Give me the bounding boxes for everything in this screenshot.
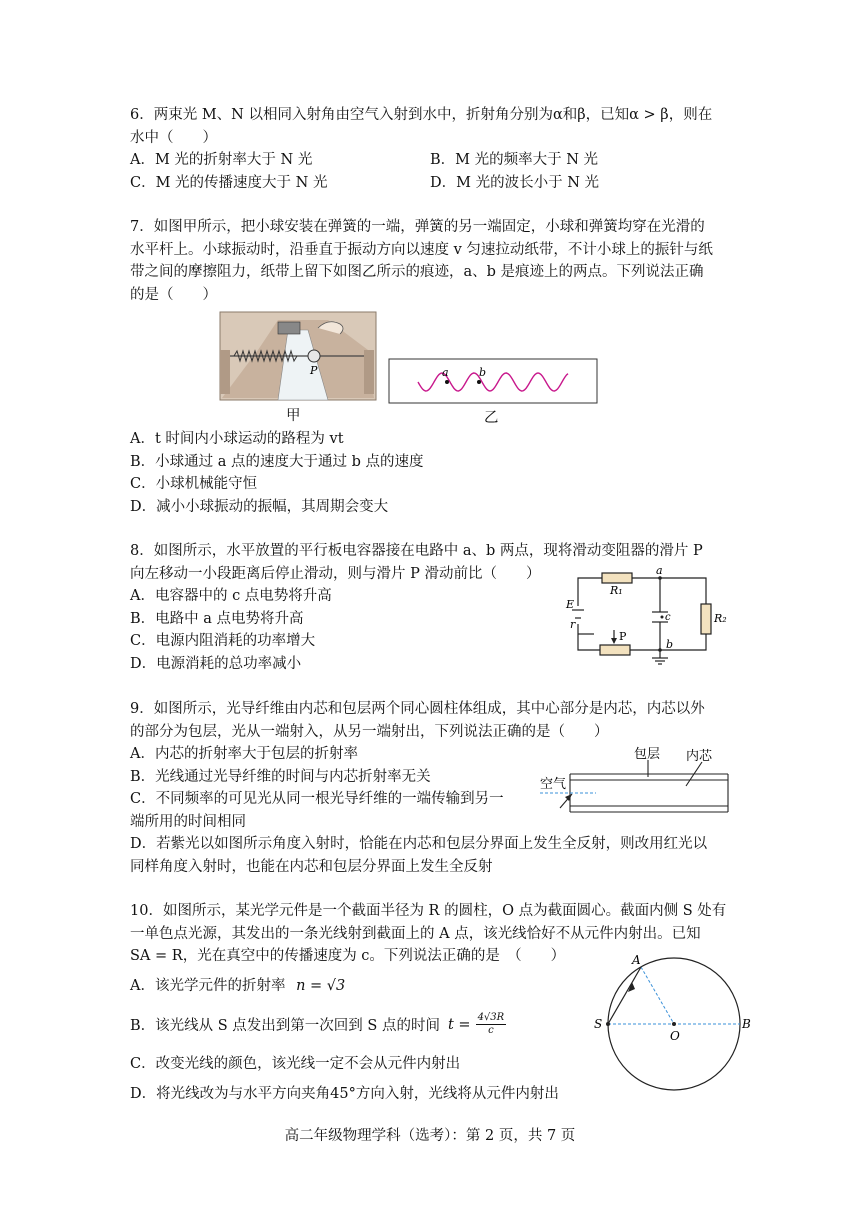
- q7-label-b: b: [479, 366, 487, 379]
- q8-label-b: b: [666, 638, 674, 651]
- q10-circle-diagram: [592, 950, 762, 1110]
- q9-label-cladding: 包层: [634, 747, 661, 762]
- q9-option-c-line-1: C．不同频率的可见光从同一根光导纤维的一端传输到另一: [130, 791, 504, 807]
- q10-option-b-text: B．该光线从 S 点发出到第一次回到 S 点的时间: [130, 1018, 440, 1034]
- q7-stem-line-1: 7．如图甲所示，把小球安装在弹簧的一端，弹簧的另一端固定，小球和弹簧均穿在光滑的: [130, 219, 705, 235]
- q9-option-d-line-1: D．若紫光以如图所示角度入射时，恰能在内芯和包层分界面上发生全反射，则改用红光以: [130, 836, 708, 852]
- q8-option-c: C．电源内阻消耗的功率增大: [130, 633, 316, 649]
- q7-caption-jia: 甲: [286, 408, 301, 424]
- q7-option-d: D．减小小球振动的振幅，其周期会变大: [130, 498, 389, 515]
- q7-point-b: [477, 380, 481, 384]
- q9-option-a: A．内芯的折射率大于包层的折射率: [130, 746, 358, 762]
- q10-option-d: D．将光线改为与水平方向夹角45°方向入射，光线将从元件内射出: [130, 1086, 559, 1102]
- q9-option-d-line-2: 同样角度入射时，也能在内芯和包层分界面上发生全反射: [130, 858, 493, 875]
- q9-option-b: B．光线通过光导纤维的时间与内芯折射率无关: [130, 768, 431, 785]
- q8-label-r2: R₂: [714, 612, 727, 625]
- q8-label-r: r: [570, 618, 576, 631]
- q10-label-b: B: [742, 1017, 751, 1031]
- q10-option-c: C．改变光线的颜色，该光线一定不会从元件内射出: [130, 1056, 461, 1072]
- q10-stem-line-3: SA = R，光在真空中的传播速度为 c。下列说法正确的是 （ ）: [130, 948, 566, 964]
- q10-option-a-formula: n = √3: [296, 978, 346, 994]
- q7-option-c: C．小球机械能守恒: [130, 476, 258, 492]
- q8-option-b: B．电路中 a 点电势将升高: [130, 610, 304, 627]
- q9-stem-line-2: 的部分为包层，光从一端射入，从另一端射出，下列说法正确的是（ ）: [130, 723, 609, 740]
- q7-stem-line-2: 水平杆上。小球振动时，沿垂直于振动方向以速度 v 匀速拉动纸带，不计小球上的振针与纸: [130, 241, 713, 258]
- q6-option-c: C．M 光的传播速度大于 N 光: [130, 174, 328, 191]
- q10-label-s: S: [594, 1017, 603, 1031]
- q8-label-p: P: [619, 630, 627, 643]
- question-7: [130, 216, 730, 306]
- q8-option-d: D．电源消耗的总功率减小: [130, 655, 302, 672]
- question-6: [130, 104, 730, 194]
- q10-option-a: [130, 974, 345, 995]
- q9-option-c-line-2: 端所用的时间相同: [130, 813, 246, 830]
- q6-stem-line-1: 6．两束光 M、N 以相同入射角由空气入射到水中，折射角分别为α和β，已知α > β，则在: [130, 107, 713, 123]
- q6-option-a: A．M 光的折射率大于 N 光: [130, 152, 313, 168]
- q10-option-b-denominator: c: [488, 1025, 494, 1036]
- q7-label-p: P: [310, 364, 318, 377]
- q8-option-a: A．电容器中的 c 点电势将升高: [130, 588, 332, 604]
- q6-option-b: B．M 光的频率大于 N 光: [430, 152, 599, 168]
- q7-caption-yi: 乙: [484, 410, 499, 426]
- q8-circuit-diagram: [564, 566, 734, 666]
- q10-option-b: [130, 1012, 506, 1037]
- q10-stem-line-2: 一单色点光源，其发出的一条光线射到截面上的 A 点，该光线恰好不从元件内射出。已知: [130, 925, 701, 942]
- q10-label-o: O: [670, 1029, 680, 1043]
- q6-option-d: D．M 光的波长小于 N 光: [430, 174, 599, 191]
- q10-option-b-fraction: [476, 1012, 507, 1037]
- q7-point-a: [445, 380, 449, 384]
- q8-label-a: a: [656, 566, 663, 577]
- q7-label-a: a: [442, 366, 449, 379]
- q6-stem-line-2: 水中（ ）: [130, 129, 217, 146]
- q7-options: [130, 428, 730, 518]
- page-footer: 高二年级物理学科（选考）：第 2 页，共 7 页: [284, 1128, 576, 1144]
- q7-stem-line-3: 带之间的摩擦阻力，纸带上留下如图乙所示的痕迹，a、b 是痕迹上的两点。下列说法正确: [130, 264, 704, 280]
- q9-label-core: 内芯: [686, 749, 713, 764]
- q9-fiber-diagram: [536, 746, 732, 822]
- q8-label-r1: R₁: [610, 584, 623, 597]
- q8-stem-line-2: 向左移动一小段距离后停止滑动，则与滑片 P 滑动前比（ ）: [130, 565, 541, 582]
- q7-option-b: B．小球通过 a 点的速度大于通过 b 点的速度: [130, 453, 424, 470]
- q8-label-c: c: [665, 612, 671, 623]
- q8-stem-line-1: 8．如图所示，水平放置的平行板电容器接在电路中 a、b 两点，现将滑动变阻器的滑片 P: [130, 543, 703, 559]
- q10-label-a: A: [632, 953, 641, 967]
- q9-stem-line-1: 9．如图所示，光导纤维由内芯和包层两个同心圆柱体组成，其中心部分是内芯，内芯以外: [130, 701, 705, 717]
- q7-stem-line-4: 的是（ ）: [130, 286, 217, 303]
- q7-option-a: A．t 时间内小球运动的路程为 vt: [130, 431, 344, 447]
- q8-label-e: E: [566, 598, 575, 611]
- q9-label-air: 空气: [540, 777, 567, 792]
- q10-option-a-text: A．该光学元件的折射率: [130, 978, 286, 994]
- q10-option-b-formula-lhs: t =: [447, 1016, 471, 1033]
- q10-stem-line-1: 10．如图所示，某光学元件是一个截面半径为 R 的圆柱，O 点为截面圆心。截面内侧 S 处有: [130, 903, 727, 919]
- q10-option-b-numerator: 4√3R: [477, 1012, 505, 1023]
- q7-figure-yi: [388, 358, 598, 404]
